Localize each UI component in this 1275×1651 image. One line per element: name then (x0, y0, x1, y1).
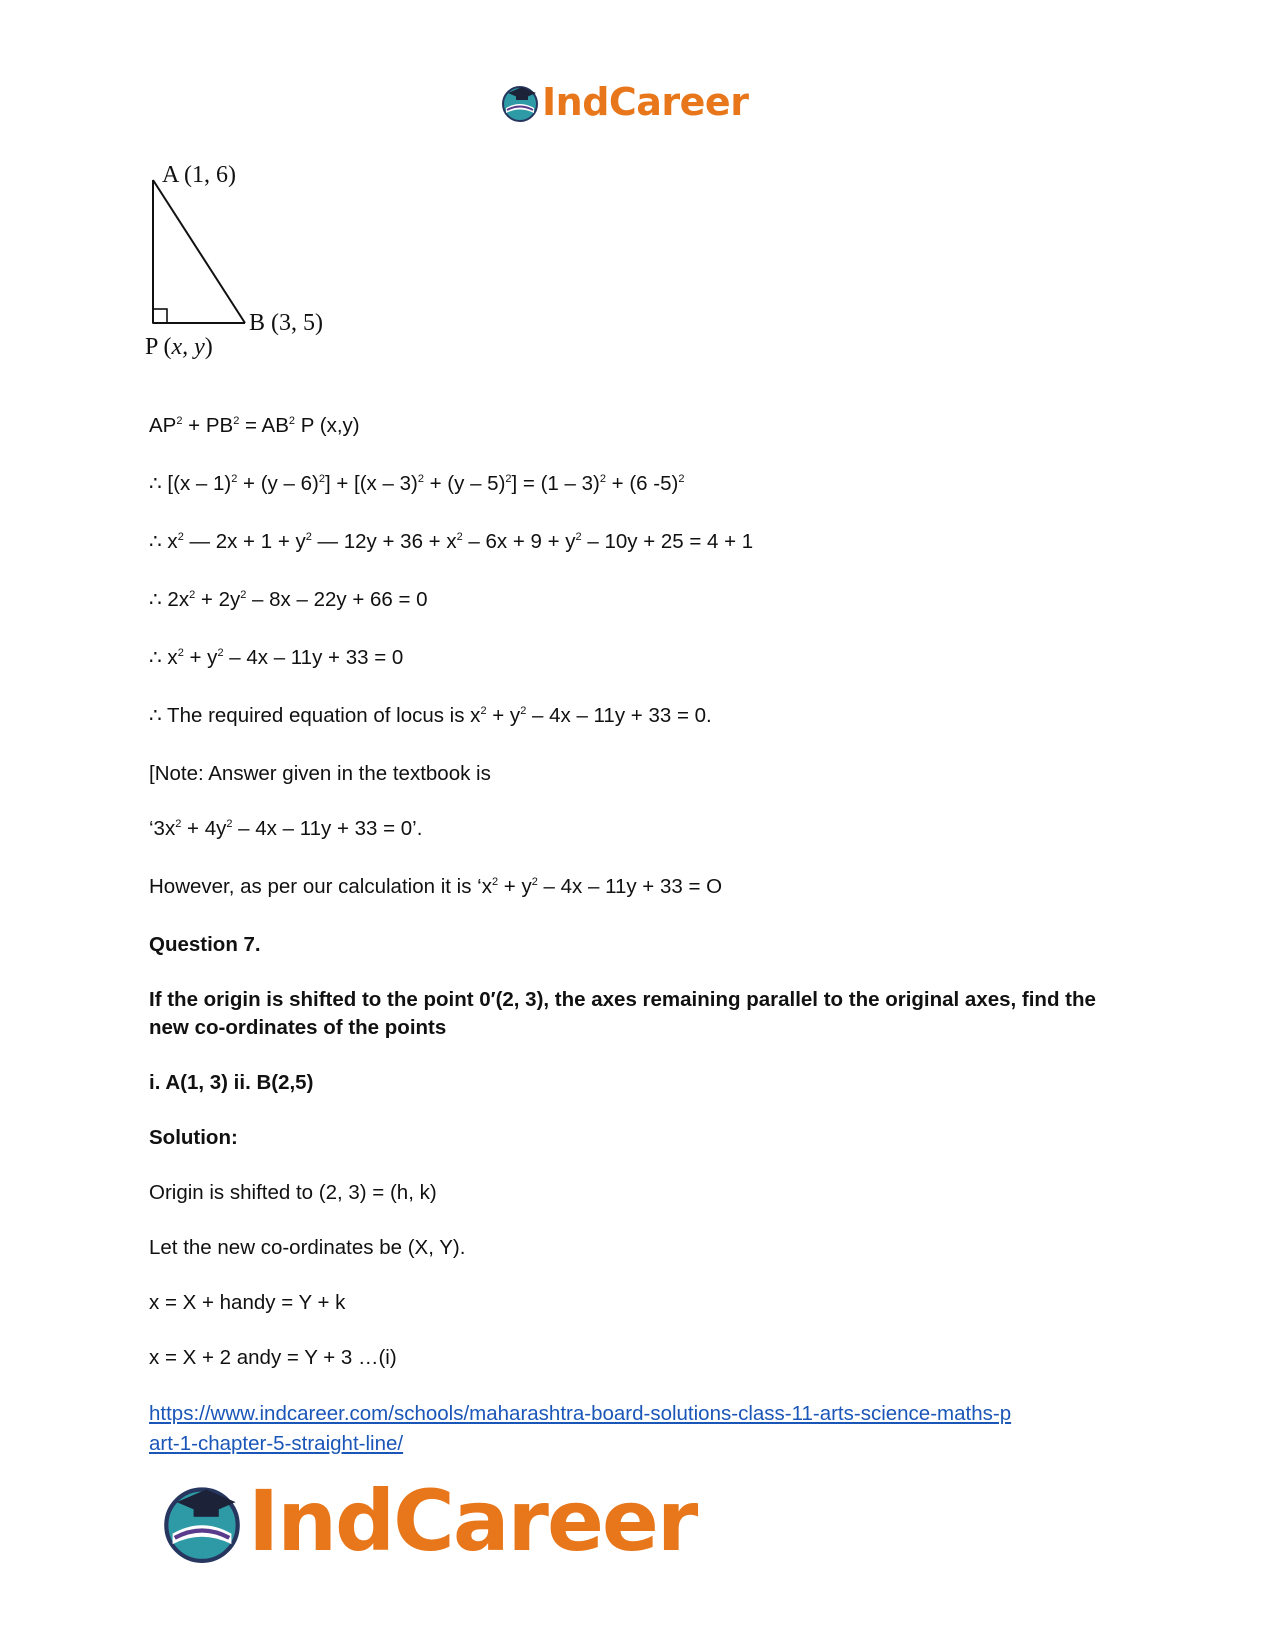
brand-name: IndCareer (248, 1472, 697, 1570)
therefore-symbol: ∴ (149, 531, 162, 553)
equation-simplified: ∴ $2x^2 + 2y^2 - 8x - 22y + 66 = 0$ (149, 588, 428, 611)
calculated-answer: However, as per our calculation it is ‘$x^2 + y^2 - 4x - 11y + 33 = O$ (149, 875, 723, 898)
solution-step-2: Let the new co-ordinates be (X, Y). (149, 1236, 466, 1259)
triangle-figure (145, 160, 375, 380)
source-link-line-1[interactable]: https://www.indcareer.com/schools/maharashtra-board-solutions-class-11-arts-science-maths-p (149, 1402, 1012, 1425)
solution-step-4: x = X + 2 andy = Y + 3 …(i) (149, 1346, 397, 1369)
indcareer-logo-top (500, 80, 748, 124)
solution-step-3: x = X + handy = Y + k (149, 1291, 346, 1314)
note-text: [Note: Answer given in the textbook is (149, 762, 491, 785)
equation-distance-expansion: ∴ [(x – 1)$^2$ + (y – 6)$^2$] + [(x – 3)$^2$ + (y – 5)$^2$] = (1 – 3)$^2$ + (6 -5)$^2$ (149, 472, 685, 495)
therefore-symbol: ∴ (149, 589, 162, 611)
equation-locus-result: ∴ The required equation of locus is $x^2 + y^2 - 4x - 11y + 33 = 0$. (149, 704, 712, 727)
right-angle-marker (153, 309, 167, 323)
question-text: If the origin is shifted to the point 0′(2, 3), the axes remaining parallel to the original axes, find the new co-ordinates of the points (149, 988, 1096, 1039)
source-link[interactable] (149, 1399, 1129, 1459)
equation-reduced: ∴ $x^2 + y^2 - 4x - 11y + 33 = 0$ (149, 646, 404, 669)
question-parts: i. A(1, 3) ii. B(2,5) (149, 1071, 314, 1094)
equation-expanded: ∴ $x^2$ — $2x + 1 + y^2$ — $12y + 36 + x^2 - 6x + 9 + y^2 - 10y + 25 = 4 + 1$ (149, 530, 754, 553)
equation-pythagoras: $AP^2 + PB^2 = AB^2$ P (x,y) (149, 414, 360, 437)
label-b: B (3, 5) (249, 310, 323, 336)
label-a: A (1, 6) (162, 162, 236, 188)
label-p: P (x, y) (145, 334, 213, 360)
side-ab (153, 180, 245, 323)
therefore-symbol: ∴ (149, 473, 162, 495)
graduation-globe-icon (160, 1479, 244, 1563)
textbook-answer: ‘$3x^2 + 4y^2 - 4x - 11y + 33 = 0$’. (149, 817, 423, 840)
document-body (149, 412, 1129, 1399)
graduation-globe-icon (500, 82, 540, 122)
solution-label: Solution: (149, 1126, 238, 1149)
solution-step-1: Origin is shifted to (2, 3) = (h, k) (149, 1181, 437, 1204)
brand-name: IndCareer (542, 80, 749, 124)
source-link-line-2[interactable]: art-1-chapter-5-straight-line/ (149, 1432, 404, 1455)
indcareer-logo-bottom (160, 1472, 696, 1570)
therefore-symbol: ∴ (149, 705, 162, 727)
question-title: Question 7. (149, 933, 261, 956)
therefore-symbol: ∴ (149, 647, 162, 669)
